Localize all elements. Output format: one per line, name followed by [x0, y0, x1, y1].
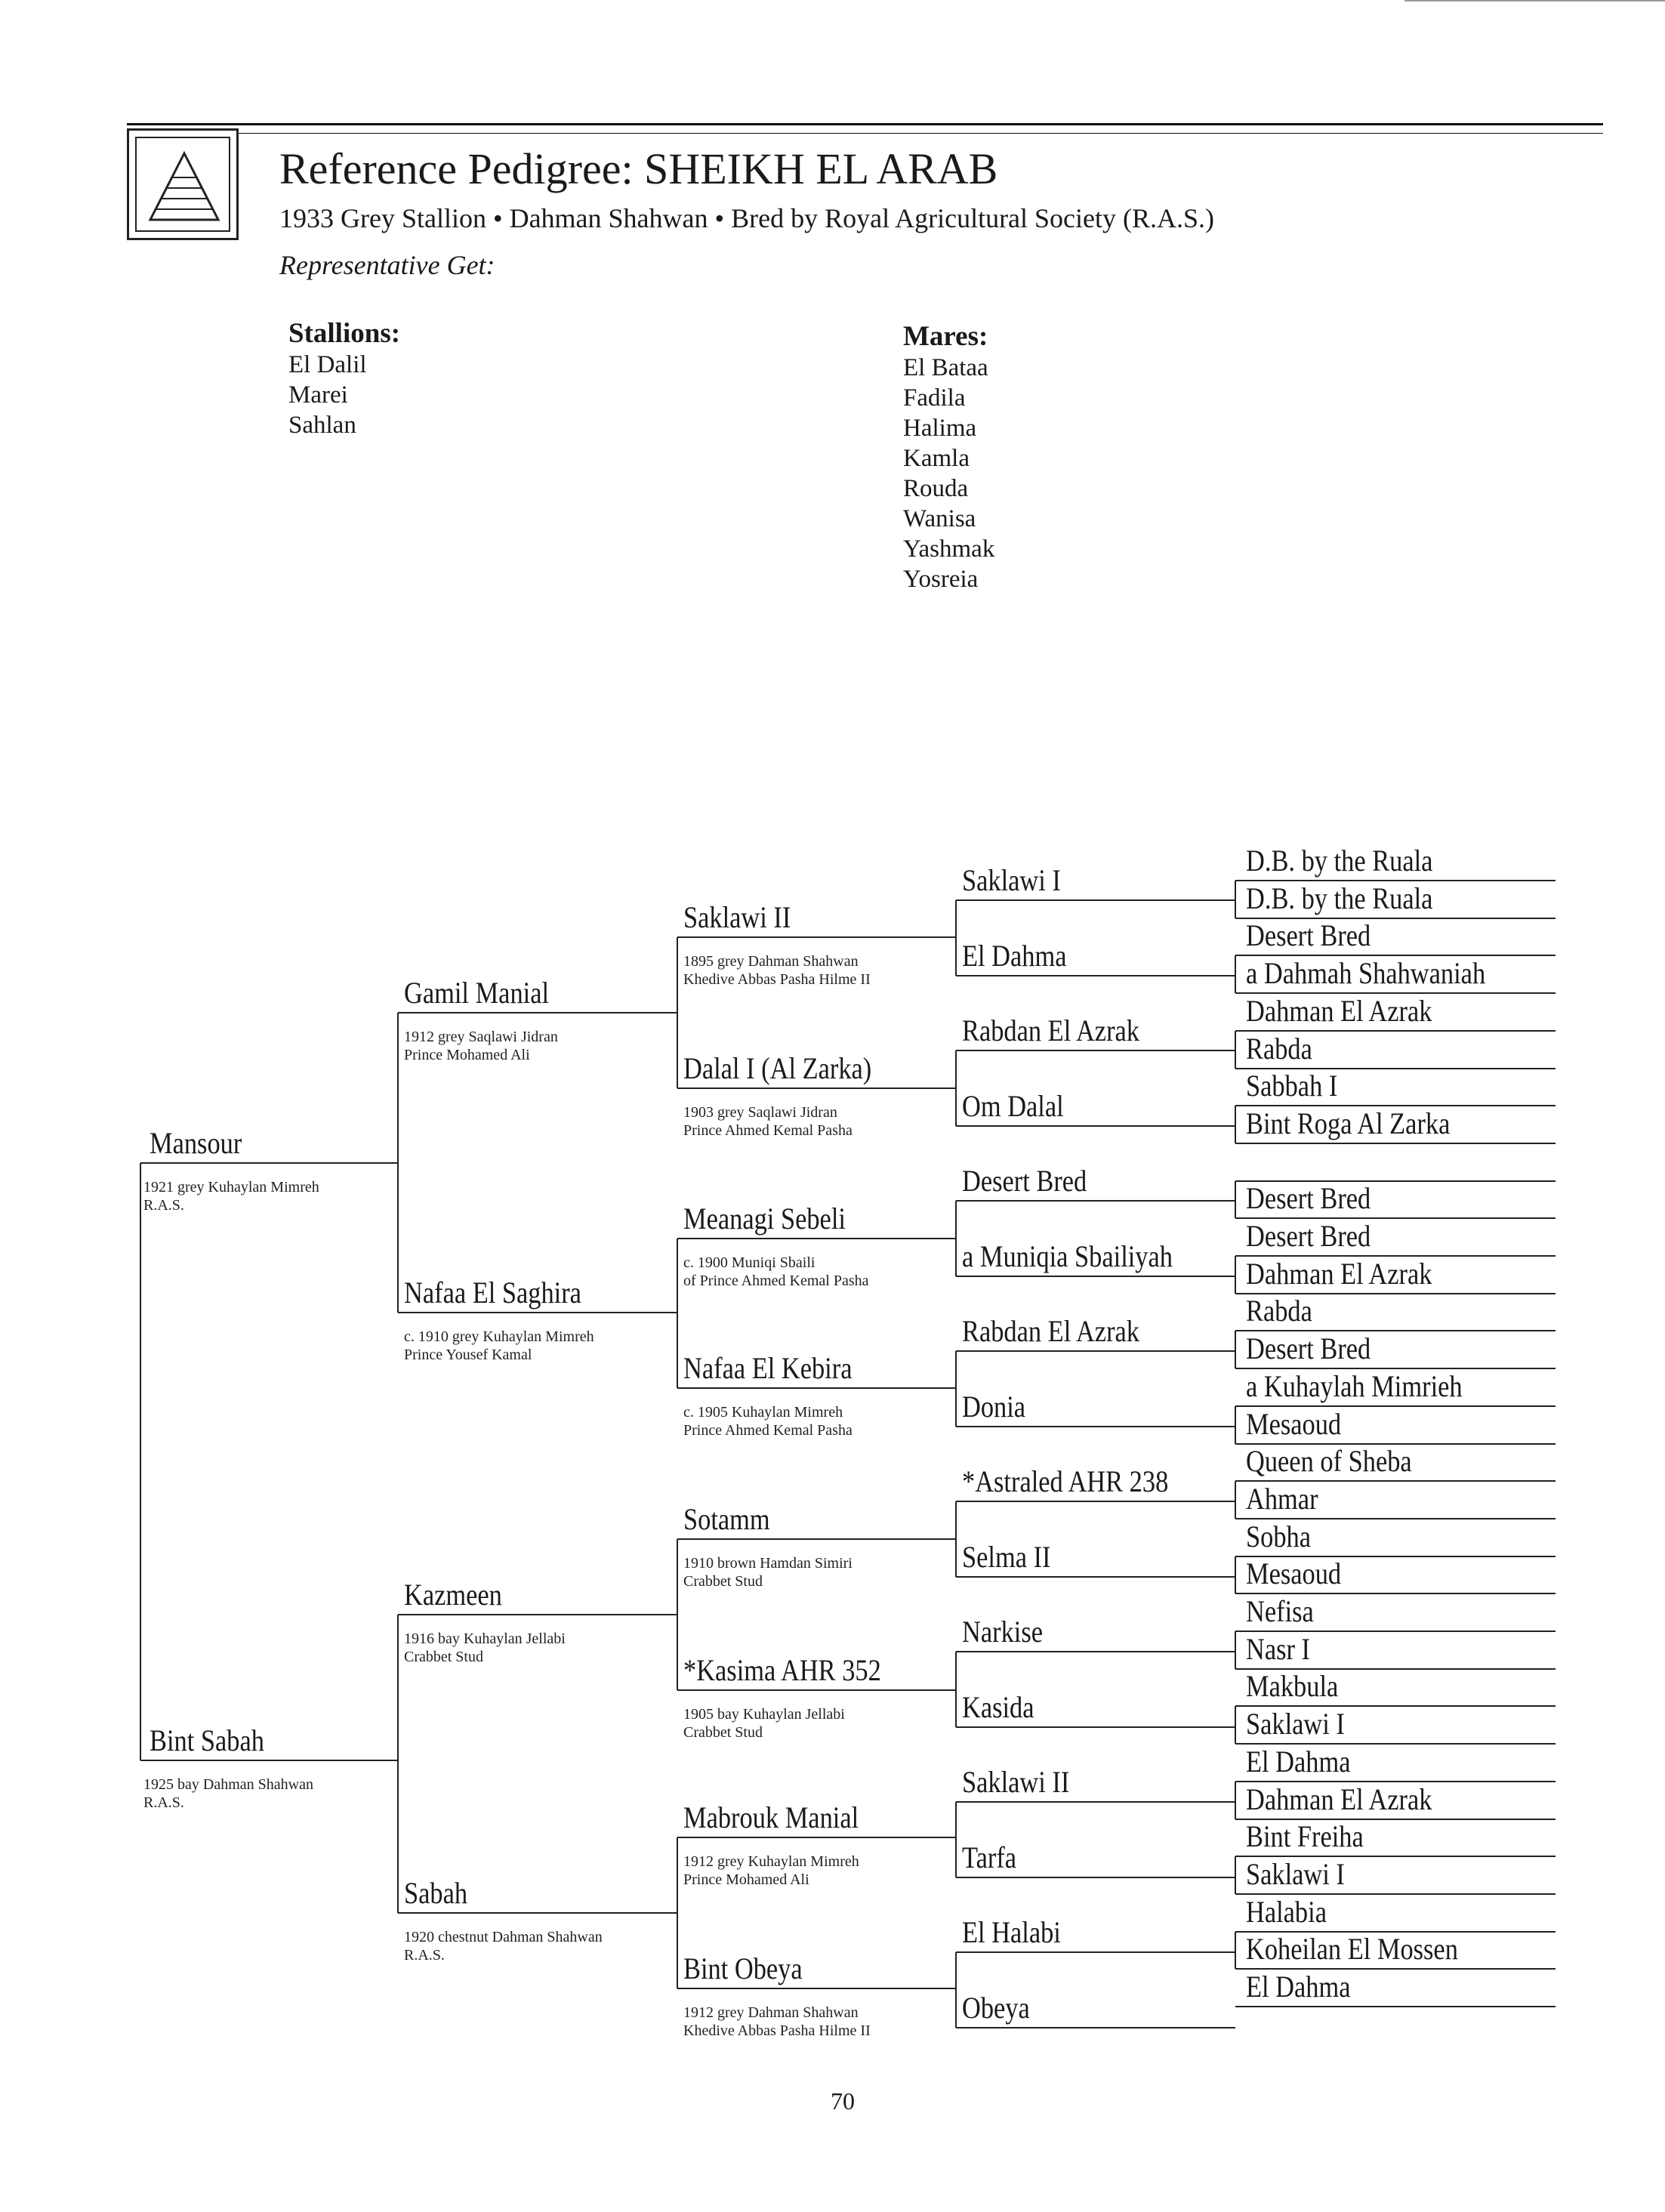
mare-item: Wanisa: [903, 505, 976, 532]
stallion-item: Marei: [288, 381, 348, 409]
horse-name-gen5: Desert Bred: [1246, 1331, 1371, 1365]
page-subtitle: 1933 Grey Stallion • Dahman Shahwan • Bred by Royal Agricultural Society (R.A.S.): [279, 203, 1215, 233]
mare-item: Rouda: [903, 475, 969, 502]
horse-note-gen1: 1921 grey Kuhaylan Mimreh R.A.S.: [143, 1179, 319, 1214]
horse-name-gen1: Bint Sabah: [150, 1723, 264, 1757]
horse-name-gen5: Mesaoud: [1246, 1556, 1342, 1590]
horse-name-gen5: Mesaoud: [1246, 1407, 1342, 1441]
horse-name-gen4: Obeya: [962, 1991, 1030, 2025]
horse-name-gen5: D.B. by the Ruala: [1246, 844, 1433, 878]
horse-name-gen5: Makbula: [1246, 1669, 1339, 1703]
horse-name-gen5: Desert Bred: [1246, 1181, 1371, 1215]
horse-name-gen2: Gamil Manial: [404, 976, 550, 1010]
horse-name-gen5: Nasr I: [1246, 1632, 1311, 1666]
horse-note-gen2: 1916 bay Kuhaylan Jellabi Crabbet Stud: [404, 1630, 566, 1665]
mares-heading: Mares:: [903, 321, 988, 352]
horse-name-gen4: Om Dalal: [962, 1089, 1064, 1123]
horse-note-gen3: 1912 grey Kuhaylan Mimreh Prince Mohamed Ali: [683, 1853, 859, 1888]
horse-name-gen5: Dahman El Azrak: [1246, 1782, 1432, 1816]
horse-note-gen3: 1905 bay Kuhaylan Jellabi Crabbet Stud: [683, 1706, 845, 1741]
mare-item: El Bataa: [903, 354, 988, 381]
horse-name-gen5: El Dahma: [1246, 1745, 1351, 1779]
horse-name-gen5: El Dahma: [1246, 1970, 1351, 2004]
horse-name-gen4: Saklawi I: [962, 863, 1061, 897]
horse-note-gen1: 1925 bay Dahman Shahwan R.A.S.: [143, 1776, 313, 1811]
horse-name-gen5: Saklawi I: [1246, 1857, 1345, 1891]
stallion-item: Sahlan: [288, 412, 356, 439]
horse-note-gen2: 1920 chestnut Dahman Shahwan R.A.S.: [404, 1929, 603, 1964]
mare-item: Fadila: [903, 384, 966, 412]
horse-name-gen1: Mansour: [150, 1126, 242, 1160]
horse-name-gen5: D.B. by the Ruala: [1246, 881, 1433, 915]
horse-name-gen3: Mabrouk Manial: [683, 1800, 859, 1834]
horse-name-gen4: Kasida: [962, 1690, 1034, 1724]
horse-name-gen2: Sabah: [404, 1876, 468, 1910]
page-number: 70: [831, 2087, 855, 2115]
horse-name-gen5: Saklawi I: [1246, 1707, 1345, 1741]
horse-name-gen5: a Kuhaylah Mimrieh: [1246, 1369, 1463, 1403]
horse-name-gen5: a Dahmah Shahwaniah: [1246, 956, 1486, 990]
horse-name-gen3: Bint Obeya: [683, 1951, 803, 1985]
horse-name-gen5: Desert Bred: [1246, 918, 1371, 952]
horse-name-gen5: Halabia: [1246, 1895, 1327, 1929]
stallion-item: El Dalil: [288, 351, 367, 378]
horse-name-gen4: a Muniqia Sbailiyah: [962, 1239, 1173, 1273]
horse-name-gen2: Nafaa El Saghira: [404, 1276, 581, 1310]
horse-name-gen4: Saklawi II: [962, 1765, 1070, 1799]
horse-name-gen5: Bint Roga Al Zarka: [1246, 1106, 1451, 1140]
horse-name-gen5: Nefisa: [1246, 1594, 1314, 1628]
horse-note-gen3: c. 1900 Muniqi Sbaili of Prince Ahmed Kemal Pasha: [683, 1254, 869, 1289]
page-title: Reference Pedigree: SHEIKH EL ARAB: [279, 144, 998, 193]
horse-name-gen5: Bint Freiha: [1246, 1819, 1364, 1853]
horse-name-gen5: Koheilan El Mossen: [1246, 1932, 1458, 1966]
horse-name-gen5: Dahman El Azrak: [1246, 1257, 1432, 1291]
horse-name-gen5: Rabda: [1246, 1294, 1312, 1328]
mare-item: Yosreia: [903, 566, 979, 593]
horse-name-gen5: Queen of Sheba: [1246, 1444, 1412, 1478]
horse-name-gen5: Sobha: [1246, 1519, 1311, 1553]
stallions-heading: Stallions:: [288, 318, 401, 349]
horse-name-gen5: Rabda: [1246, 1032, 1312, 1066]
horse-note-gen3: 1895 grey Dahman Shahwan Khedive Abbas Pasha Hilme II: [683, 953, 871, 988]
horse-name-gen3: Saklawi II: [683, 900, 791, 934]
mare-item: Halima: [903, 415, 977, 442]
horse-note-gen3: c. 1905 Kuhaylan Mimreh Prince Ahmed Kemal Pasha: [683, 1404, 853, 1439]
horse-name-gen3: Dalal I (Al Zarka): [683, 1051, 872, 1085]
horse-name-gen4: El Dahma: [962, 939, 1067, 973]
horse-name-gen4: Selma II: [962, 1540, 1051, 1574]
horse-name-gen4: *Astraled AHR 238: [962, 1464, 1169, 1498]
horse-name-gen4: Rabdan El Azrak: [962, 1314, 1139, 1348]
horse-note-gen2: 1912 grey Saqlawi Jidran Prince Mohamed Ali: [404, 1029, 558, 1063]
horse-note-gen3: 1903 grey Saqlawi Jidran Prince Ahmed Kemal Pasha: [683, 1104, 853, 1139]
horse-name-gen4: Tarfa: [962, 1840, 1017, 1874]
horse-name-gen3: Nafaa El Kebira: [683, 1351, 853, 1385]
horse-name-gen3: Meanagi Sebeli: [683, 1202, 846, 1236]
horse-name-gen4: Donia: [962, 1390, 1026, 1424]
mare-item: Yashmak: [903, 535, 995, 563]
horse-note-gen2: c. 1910 grey Kuhaylan Mimreh Prince Yousef Kamal: [404, 1328, 594, 1363]
horse-name-gen4: Narkise: [962, 1615, 1043, 1649]
representative-get-label: Representative Get:: [279, 250, 495, 280]
horse-note-gen3: 1910 brown Hamdan Simiri Crabbet Stud: [683, 1555, 853, 1590]
horse-name-gen5: Sabbah I: [1246, 1069, 1338, 1103]
horse-name-gen2: Kazmeen: [404, 1578, 502, 1612]
horse-note-gen3: 1912 grey Dahman Shahwan Khedive Abbas Pasha Hilme II: [683, 2004, 871, 2039]
horse-name-gen3: Sotamm: [683, 1502, 770, 1536]
horse-name-gen3: *Kasima AHR 352: [683, 1653, 881, 1687]
horse-name-gen5: Desert Bred: [1246, 1219, 1371, 1253]
horse-name-gen4: Desert Bred: [962, 1164, 1087, 1198]
mare-item: Kamla: [903, 445, 970, 472]
horse-name-gen5: Dahman El Azrak: [1246, 994, 1432, 1028]
horse-name-gen4: Rabdan El Azrak: [962, 1013, 1139, 1047]
horse-name-gen4: El Halabi: [962, 1915, 1061, 1949]
horse-name-gen5: Ahmar: [1246, 1482, 1318, 1516]
